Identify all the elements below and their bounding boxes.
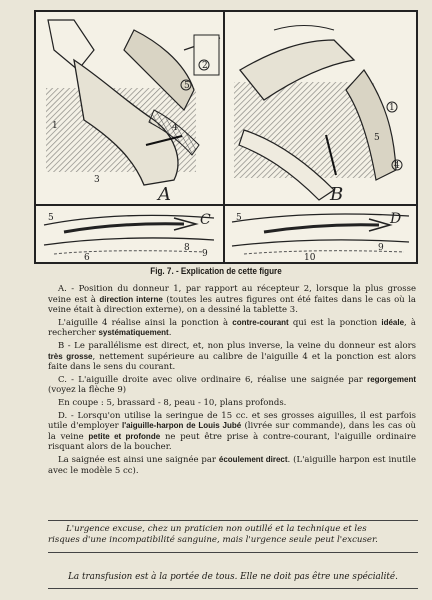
bold-term: idéale bbox=[381, 317, 405, 327]
text-run: En coupe : 5, brassard - 8, peau - 10, plans profonds. bbox=[58, 397, 287, 408]
text-run: (voyez la flèche 9) bbox=[48, 385, 127, 396]
text-run: ne peut être prise à contre-courant, l'aiguille ordinaire risquant alors de la boucher. bbox=[48, 431, 416, 453]
panel-c-marker: 8 bbox=[184, 243, 190, 253]
panel-d-marker: 9 bbox=[378, 243, 384, 253]
panel-d-marker: 10 bbox=[304, 253, 316, 263]
motto: La transfusion est à la portée de tous. Elle ne doit pas être une spécialité. bbox=[68, 572, 398, 582]
panel-c-marker: 5 bbox=[48, 213, 54, 223]
panel-b-marker: 4 bbox=[394, 161, 400, 171]
figure-caption: Fig. 7. - Explication de cette figure bbox=[150, 266, 282, 276]
panel-d-label: D bbox=[390, 211, 402, 227]
text-run: L'aiguille 4 réalise ainsi la ponction à bbox=[58, 317, 233, 328]
bold-term: contre-courant bbox=[232, 317, 289, 327]
paragraph-c bbox=[48, 375, 416, 396]
text-run: , à rechercher bbox=[48, 317, 416, 339]
divider-bottom bbox=[48, 588, 418, 589]
notice-line: L'urgence excuse, chez un praticien non outillé et la technique et les bbox=[66, 524, 367, 534]
divider-middle bbox=[48, 552, 418, 553]
divider-top bbox=[48, 520, 418, 521]
paragraph-a-needle bbox=[48, 318, 416, 339]
bold-term: petite et profonde bbox=[88, 431, 161, 441]
text-run: (toutes les autres figures ont été faites dans le cas où la veine était à direction externe), on a dessiné la tablette 3. bbox=[48, 294, 416, 316]
panel-b-label: B bbox=[330, 184, 344, 205]
panel-a-marker: 5 bbox=[184, 81, 190, 91]
panel-a-marker: 1 bbox=[52, 121, 58, 131]
text-run: , nettement supérieure au calibre de l'aiguille 4 et la ponction est alors faite dans le sens du courant. bbox=[48, 351, 416, 373]
text-run: . bbox=[168, 328, 172, 339]
panel-a-marker: 3 bbox=[94, 175, 100, 185]
text-run: La saignée est ainsi une saignée par bbox=[58, 454, 219, 465]
panel-d-marker: 5 bbox=[236, 213, 242, 223]
text-run: B - Le parallélisme est direct, et, non plus inverse, la veine du donneur est alors bbox=[58, 340, 416, 351]
transfusion-figure bbox=[34, 10, 418, 264]
panel-a-marker: 4 bbox=[172, 123, 178, 133]
panel-b-marker: 5 bbox=[374, 133, 380, 143]
bold-term: regorgement bbox=[367, 374, 416, 384]
bold-term: direction interne bbox=[99, 294, 163, 304]
panel-c-label: C bbox=[200, 212, 211, 228]
paragraph-c-section bbox=[48, 398, 416, 409]
text-run: D. - Lorsqu'on utilise la seringue de 15 cc. et ses grosses aiguilles, il est parfois utile d'employer bbox=[48, 410, 416, 432]
bold-term: systématiquement bbox=[98, 328, 169, 338]
text-run: . (L'aiguille harpon est inutile avec le modèle 5 cc). bbox=[48, 454, 416, 476]
text-run: qui est la ponction bbox=[288, 317, 382, 328]
text-run: (livrée sur commande), dans les cas où la veine bbox=[48, 421, 417, 442]
explanation-text bbox=[48, 284, 416, 478]
panel-b-marker: 1 bbox=[389, 103, 395, 113]
text-run: C. - L'aiguille droite avec olive ordinaire 6, réalise une saignée par bbox=[58, 374, 368, 385]
text-run: A. - Position du donneur 1, par rapport au récepteur 2, lorsque la plus grosse veine est à bbox=[48, 284, 416, 305]
paragraph-d bbox=[48, 411, 416, 453]
bold-term: très grosse bbox=[48, 351, 93, 361]
panel-a-label: A bbox=[158, 184, 171, 205]
panel-a-marker: 2 bbox=[202, 61, 208, 71]
figure-illustration bbox=[34, 10, 418, 264]
paragraph-a bbox=[48, 284, 416, 316]
paragraph-b bbox=[48, 341, 416, 373]
panel-c-marker: 9 bbox=[202, 249, 208, 259]
notice-line: risques d'une incompatibilité sanguine, mais l'urgence seule peut l'excuser. bbox=[48, 535, 378, 545]
bold-term: écoulement direct bbox=[218, 454, 288, 464]
bold-term: l'aiguille-harpon de Louis Jubé bbox=[121, 421, 242, 431]
urgency-notice bbox=[48, 524, 416, 546]
paragraph-d-note bbox=[48, 455, 416, 476]
panel-c-marker: 6 bbox=[84, 253, 90, 263]
